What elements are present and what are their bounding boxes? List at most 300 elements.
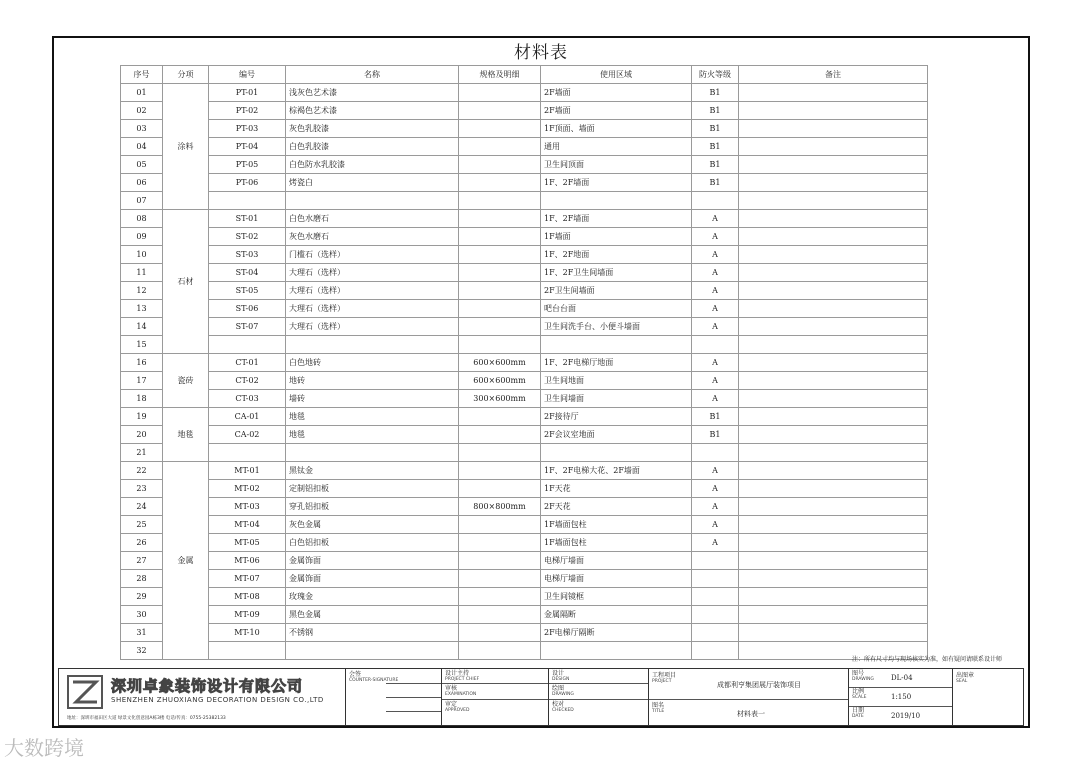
row-code: ST-05 xyxy=(209,282,286,300)
row-fire: A xyxy=(692,498,739,516)
table-row xyxy=(121,354,928,372)
row-no: 01 xyxy=(121,84,163,102)
row-no: 32 xyxy=(121,642,163,660)
row-name: 棕褐色艺术漆 xyxy=(286,102,459,120)
table-row xyxy=(121,102,928,120)
row-name: 黑钛金 xyxy=(286,462,459,480)
row-area: 1F墙面包柱 xyxy=(541,534,692,552)
row-code: CA-02 xyxy=(209,426,286,444)
row-name xyxy=(286,444,459,462)
row-code: MT-02 xyxy=(209,480,286,498)
row-area: 1F、2F电梯厅地面 xyxy=(541,354,692,372)
row-fire: B1 xyxy=(692,84,739,102)
row-fire: A xyxy=(692,228,739,246)
row-spec xyxy=(459,588,541,606)
row-area: 2F电梯厅隔断 xyxy=(541,624,692,642)
row-name: 金属饰面 xyxy=(286,570,459,588)
row-spec xyxy=(459,102,541,120)
row-remark xyxy=(739,570,928,588)
row-code xyxy=(209,336,286,354)
row-fire: B1 xyxy=(692,426,739,444)
company-logo xyxy=(67,675,103,709)
row-spec xyxy=(459,462,541,480)
row-name: 大理石（选样） xyxy=(286,282,459,300)
row-no: 19 xyxy=(121,408,163,426)
row-remark xyxy=(739,462,928,480)
row-area xyxy=(541,192,692,210)
row-code: ST-03 xyxy=(209,246,286,264)
row-fire: B1 xyxy=(692,138,739,156)
row-no: 11 xyxy=(121,264,163,282)
row-spec xyxy=(459,84,541,102)
row-fire: A xyxy=(692,516,739,534)
table-row xyxy=(121,426,928,444)
chief-label: 设计主持 PROJECT CHIEF xyxy=(445,670,480,682)
row-category: 涂料 xyxy=(163,84,209,210)
row-no: 30 xyxy=(121,606,163,624)
header-fire: 防火等级 xyxy=(692,66,739,84)
table-row xyxy=(121,156,928,174)
row-no: 20 xyxy=(121,426,163,444)
row-area: 1F顶面、墙面 xyxy=(541,120,692,138)
row-area: 1F、2F地面 xyxy=(541,246,692,264)
row-name: 玫瑰金 xyxy=(286,588,459,606)
row-code: CT-02 xyxy=(209,372,286,390)
table-row xyxy=(121,588,928,606)
row-no: 14 xyxy=(121,318,163,336)
table-row xyxy=(121,498,928,516)
exam-label: 审核 EXAMINATION xyxy=(445,685,477,697)
row-area: 电梯厅墙面 xyxy=(541,552,692,570)
date-value: 2019/10 xyxy=(891,712,921,720)
seal-section xyxy=(953,669,1025,725)
row-fire: A xyxy=(692,318,739,336)
row-no: 15 xyxy=(121,336,163,354)
row-area: 1F墙面 xyxy=(541,228,692,246)
row-no: 21 xyxy=(121,444,163,462)
row-area: 1F、2F电梯大花、2F墙面 xyxy=(541,462,692,480)
row-code: ST-01 xyxy=(209,210,286,228)
row-no: 24 xyxy=(121,498,163,516)
table-row xyxy=(121,390,928,408)
row-area: 1F、2F墙面 xyxy=(541,174,692,192)
row-code: PT-02 xyxy=(209,102,286,120)
row-code: PT-06 xyxy=(209,174,286,192)
row-spec xyxy=(459,138,541,156)
scale-label: 比例 SCALE xyxy=(852,688,867,700)
table-row xyxy=(121,372,928,390)
dwg-section xyxy=(849,669,953,725)
row-area: 2F天花 xyxy=(541,498,692,516)
row-fire: A xyxy=(692,282,739,300)
row-no: 27 xyxy=(121,552,163,570)
row-fire xyxy=(692,192,739,210)
row-spec xyxy=(459,408,541,426)
watermark: 大数跨境 xyxy=(4,736,84,760)
row-name: 白色乳胶漆 xyxy=(286,138,459,156)
row-area xyxy=(541,444,692,462)
table-row xyxy=(121,606,928,624)
row-spec xyxy=(459,318,541,336)
row-code: MT-07 xyxy=(209,570,286,588)
row-spec xyxy=(459,120,541,138)
table-row xyxy=(121,462,928,480)
row-spec xyxy=(459,534,541,552)
row-code xyxy=(209,192,286,210)
row-code: CA-01 xyxy=(209,408,286,426)
row-category: 金属 xyxy=(163,462,209,660)
row-remark xyxy=(739,174,928,192)
row-remark xyxy=(739,210,928,228)
row-name xyxy=(286,336,459,354)
chief-section xyxy=(442,669,549,725)
row-code: MT-05 xyxy=(209,534,286,552)
row-fire xyxy=(692,444,739,462)
row-no: 17 xyxy=(121,372,163,390)
table-row xyxy=(121,480,928,498)
row-name: 不锈钢 xyxy=(286,624,459,642)
row-code: PT-03 xyxy=(209,120,286,138)
row-spec: 800×800mm xyxy=(459,498,541,516)
table-row xyxy=(121,264,928,282)
table-row xyxy=(121,300,928,318)
row-no: 22 xyxy=(121,462,163,480)
row-code: ST-07 xyxy=(209,318,286,336)
row-fire: B1 xyxy=(692,408,739,426)
row-area: 卫生间顶面 xyxy=(541,156,692,174)
row-fire: B1 xyxy=(692,120,739,138)
row-code: MT-01 xyxy=(209,462,286,480)
table-body xyxy=(121,84,928,660)
row-fire xyxy=(692,336,739,354)
row-no: 31 xyxy=(121,624,163,642)
table-row xyxy=(121,192,928,210)
row-code: MT-06 xyxy=(209,552,286,570)
row-code: ST-06 xyxy=(209,300,286,318)
row-name: 金属饰面 xyxy=(286,552,459,570)
table-row xyxy=(121,210,928,228)
table-row xyxy=(121,84,928,102)
row-no: 03 xyxy=(121,120,163,138)
row-fire: A xyxy=(692,300,739,318)
row-spec xyxy=(459,264,541,282)
table-row xyxy=(121,624,928,642)
row-remark xyxy=(739,282,928,300)
row-code: PT-04 xyxy=(209,138,286,156)
row-remark xyxy=(739,228,928,246)
row-fire: A xyxy=(692,354,739,372)
row-code xyxy=(209,444,286,462)
row-area: 2F卫生间墙面 xyxy=(541,282,692,300)
row-spec xyxy=(459,174,541,192)
row-fire: A xyxy=(692,210,739,228)
row-remark xyxy=(739,102,928,120)
row-area: 卫生间镜框 xyxy=(541,588,692,606)
row-remark xyxy=(739,138,928,156)
row-spec: 300×600mm xyxy=(459,390,541,408)
row-remark xyxy=(739,372,928,390)
row-area: 1F、2F墙面 xyxy=(541,210,692,228)
row-spec xyxy=(459,336,541,354)
row-name: 大理石（选样） xyxy=(286,318,459,336)
row-name: 白色铝扣板 xyxy=(286,534,459,552)
row-spec xyxy=(459,246,541,264)
approved-label: 审定 APPROVED xyxy=(445,701,470,713)
row-remark xyxy=(739,390,928,408)
header-area: 使用区域 xyxy=(541,66,692,84)
row-no: 04 xyxy=(121,138,163,156)
row-spec xyxy=(459,516,541,534)
row-spec xyxy=(459,552,541,570)
row-spec xyxy=(459,210,541,228)
row-name xyxy=(286,642,459,660)
title-block xyxy=(58,668,1024,726)
table-row xyxy=(121,534,928,552)
row-remark xyxy=(739,624,928,642)
row-no: 12 xyxy=(121,282,163,300)
row-spec xyxy=(459,192,541,210)
row-spec: 600×600mm xyxy=(459,354,541,372)
sheet-title: 材料表 xyxy=(514,43,568,63)
row-fire xyxy=(692,606,739,624)
table-header-row xyxy=(121,66,928,84)
row-name: 灰色金属 xyxy=(286,516,459,534)
row-name: 地砖 xyxy=(286,372,459,390)
row-spec: 600×600mm xyxy=(459,372,541,390)
row-remark xyxy=(739,192,928,210)
row-code: PT-01 xyxy=(209,84,286,102)
header-name: 名称 xyxy=(286,66,459,84)
table-row xyxy=(121,336,928,354)
row-no: 25 xyxy=(121,516,163,534)
table-row xyxy=(121,570,928,588)
row-spec xyxy=(459,642,541,660)
row-area: 1F、2F卫生间墙面 xyxy=(541,264,692,282)
row-name: 白色地砖 xyxy=(286,354,459,372)
row-name: 烤瓷白 xyxy=(286,174,459,192)
header-category: 分项 xyxy=(163,66,209,84)
row-name: 灰色水磨石 xyxy=(286,228,459,246)
materials-table xyxy=(120,65,928,660)
row-area: 2F会议室地面 xyxy=(541,426,692,444)
row-name: 地毯 xyxy=(286,408,459,426)
row-remark xyxy=(739,84,928,102)
row-spec xyxy=(459,606,541,624)
title-label: 图名 TITLE xyxy=(652,702,665,714)
design-label: 设计 DESIGN xyxy=(552,670,570,682)
row-fire: A xyxy=(692,246,739,264)
countersign-label: 会签 COUNTER-SIGNATURE xyxy=(349,671,399,683)
row-code: MT-03 xyxy=(209,498,286,516)
table-row xyxy=(121,138,928,156)
project-label: 工程项目 PROJECT xyxy=(652,672,677,684)
dwg-value: DL-04 xyxy=(891,674,913,682)
table-row xyxy=(121,120,928,138)
countersign-section xyxy=(346,669,442,725)
row-remark xyxy=(739,300,928,318)
row-no: 08 xyxy=(121,210,163,228)
header-spec: 规格及明细 xyxy=(459,66,541,84)
row-area: 卫生间墙面 xyxy=(541,390,692,408)
row-no: 10 xyxy=(121,246,163,264)
row-remark xyxy=(739,444,928,462)
table-row xyxy=(121,246,928,264)
row-name: 墙砖 xyxy=(286,390,459,408)
project-section xyxy=(649,669,849,725)
row-area: 2F墙面 xyxy=(541,102,692,120)
date-label: 日期 DATE xyxy=(852,707,865,719)
row-name: 黑色金属 xyxy=(286,606,459,624)
row-code: CT-03 xyxy=(209,390,286,408)
row-no: 26 xyxy=(121,534,163,552)
row-remark xyxy=(739,156,928,174)
table-row xyxy=(121,174,928,192)
row-spec xyxy=(459,426,541,444)
row-remark xyxy=(739,480,928,498)
header-no: 序号 xyxy=(121,66,163,84)
row-spec xyxy=(459,480,541,498)
row-name: 定制铝扣板 xyxy=(286,480,459,498)
checked-label: 校对 CHECKED xyxy=(552,701,574,713)
row-remark xyxy=(739,318,928,336)
drawing-label: 绘图 DRAWING xyxy=(552,685,574,697)
row-category: 地毯 xyxy=(163,408,209,462)
row-fire xyxy=(692,570,739,588)
row-code: MT-04 xyxy=(209,516,286,534)
row-category: 瓷砖 xyxy=(163,354,209,408)
header-code: 编号 xyxy=(209,66,286,84)
row-area: 卫生间地面 xyxy=(541,372,692,390)
row-code: MT-09 xyxy=(209,606,286,624)
scale-value: 1:150 xyxy=(891,693,912,701)
row-no: 07 xyxy=(121,192,163,210)
title-value: 材料表一 xyxy=(737,710,765,718)
row-no: 02 xyxy=(121,102,163,120)
row-category: 石材 xyxy=(163,210,209,354)
row-fire xyxy=(692,624,739,642)
company-address: 地址：深圳市福田区大道 绿景文化创意园A栋3楼 电话/传真：0755-25382133 xyxy=(67,716,226,721)
row-fire: A xyxy=(692,264,739,282)
table-row xyxy=(121,642,928,660)
row-no: 06 xyxy=(121,174,163,192)
table-row xyxy=(121,282,928,300)
row-fire: B1 xyxy=(692,156,739,174)
row-name: 穿孔铝扣板 xyxy=(286,498,459,516)
header-remark: 备注 xyxy=(739,66,928,84)
design-section xyxy=(549,669,649,725)
row-fire: B1 xyxy=(692,102,739,120)
row-remark xyxy=(739,246,928,264)
row-spec xyxy=(459,300,541,318)
row-fire: B1 xyxy=(692,174,739,192)
row-area: 电梯厅墙面 xyxy=(541,570,692,588)
row-remark xyxy=(739,606,928,624)
row-code: ST-02 xyxy=(209,228,286,246)
row-code: CT-01 xyxy=(209,354,286,372)
row-remark xyxy=(739,408,928,426)
row-fire: A xyxy=(692,462,739,480)
row-fire xyxy=(692,552,739,570)
row-remark xyxy=(739,552,928,570)
row-spec xyxy=(459,570,541,588)
row-no: 23 xyxy=(121,480,163,498)
drawing-sheet xyxy=(52,36,1030,728)
footnote: 注：所有尺寸均与现场核实为准，如有疑问请联系设计师 xyxy=(852,656,1003,663)
table-row xyxy=(121,552,928,570)
table-row xyxy=(121,516,928,534)
row-name xyxy=(286,192,459,210)
row-name: 大理石（选样） xyxy=(286,300,459,318)
company-name-cn: 深圳卓象装饰设计有限公司 xyxy=(111,677,304,695)
row-fire xyxy=(692,642,739,660)
row-remark xyxy=(739,534,928,552)
row-name: 浅灰色艺术漆 xyxy=(286,84,459,102)
row-code: MT-10 xyxy=(209,624,286,642)
dwg-label: 图号 DRAWING xyxy=(852,670,874,682)
seal-label: 出图章 SEAL xyxy=(956,672,975,684)
row-no: 29 xyxy=(121,588,163,606)
row-no: 13 xyxy=(121,300,163,318)
row-no: 18 xyxy=(121,390,163,408)
row-remark xyxy=(739,354,928,372)
row-code: MT-08 xyxy=(209,588,286,606)
row-remark xyxy=(739,120,928,138)
row-name: 地毯 xyxy=(286,426,459,444)
row-fire xyxy=(692,588,739,606)
row-fire: A xyxy=(692,390,739,408)
row-area: 2F接待厅 xyxy=(541,408,692,426)
row-no: 09 xyxy=(121,228,163,246)
row-code: PT-05 xyxy=(209,156,286,174)
row-name: 白色水磨石 xyxy=(286,210,459,228)
row-area: 2F墙面 xyxy=(541,84,692,102)
table-row xyxy=(121,228,928,246)
row-area xyxy=(541,336,692,354)
row-code xyxy=(209,642,286,660)
row-spec xyxy=(459,624,541,642)
row-fire: A xyxy=(692,480,739,498)
row-fire: A xyxy=(692,534,739,552)
row-remark xyxy=(739,588,928,606)
row-name: 门槛石（选样） xyxy=(286,246,459,264)
row-area: 卫生间洗手台、小便斗墙面 xyxy=(541,318,692,336)
row-remark xyxy=(739,498,928,516)
row-name: 灰色乳胶漆 xyxy=(286,120,459,138)
table-row xyxy=(121,444,928,462)
row-area: 1F墙面包柱 xyxy=(541,516,692,534)
row-fire: A xyxy=(692,372,739,390)
row-remark xyxy=(739,516,928,534)
row-no: 05 xyxy=(121,156,163,174)
row-name: 白色防水乳胶漆 xyxy=(286,156,459,174)
row-remark xyxy=(739,264,928,282)
row-code: ST-04 xyxy=(209,264,286,282)
row-area: 1F天花 xyxy=(541,480,692,498)
table-row xyxy=(121,408,928,426)
row-name: 大理石（选样） xyxy=(286,264,459,282)
row-area: 吧台台面 xyxy=(541,300,692,318)
row-spec xyxy=(459,444,541,462)
row-spec xyxy=(459,282,541,300)
company-section xyxy=(59,669,346,725)
row-area xyxy=(541,642,692,660)
project-value: 成都利亨集团展厅装饰项目 xyxy=(717,681,801,689)
row-no: 16 xyxy=(121,354,163,372)
row-no: 28 xyxy=(121,570,163,588)
row-area: 通用 xyxy=(541,138,692,156)
row-area: 金属隔断 xyxy=(541,606,692,624)
row-remark xyxy=(739,336,928,354)
